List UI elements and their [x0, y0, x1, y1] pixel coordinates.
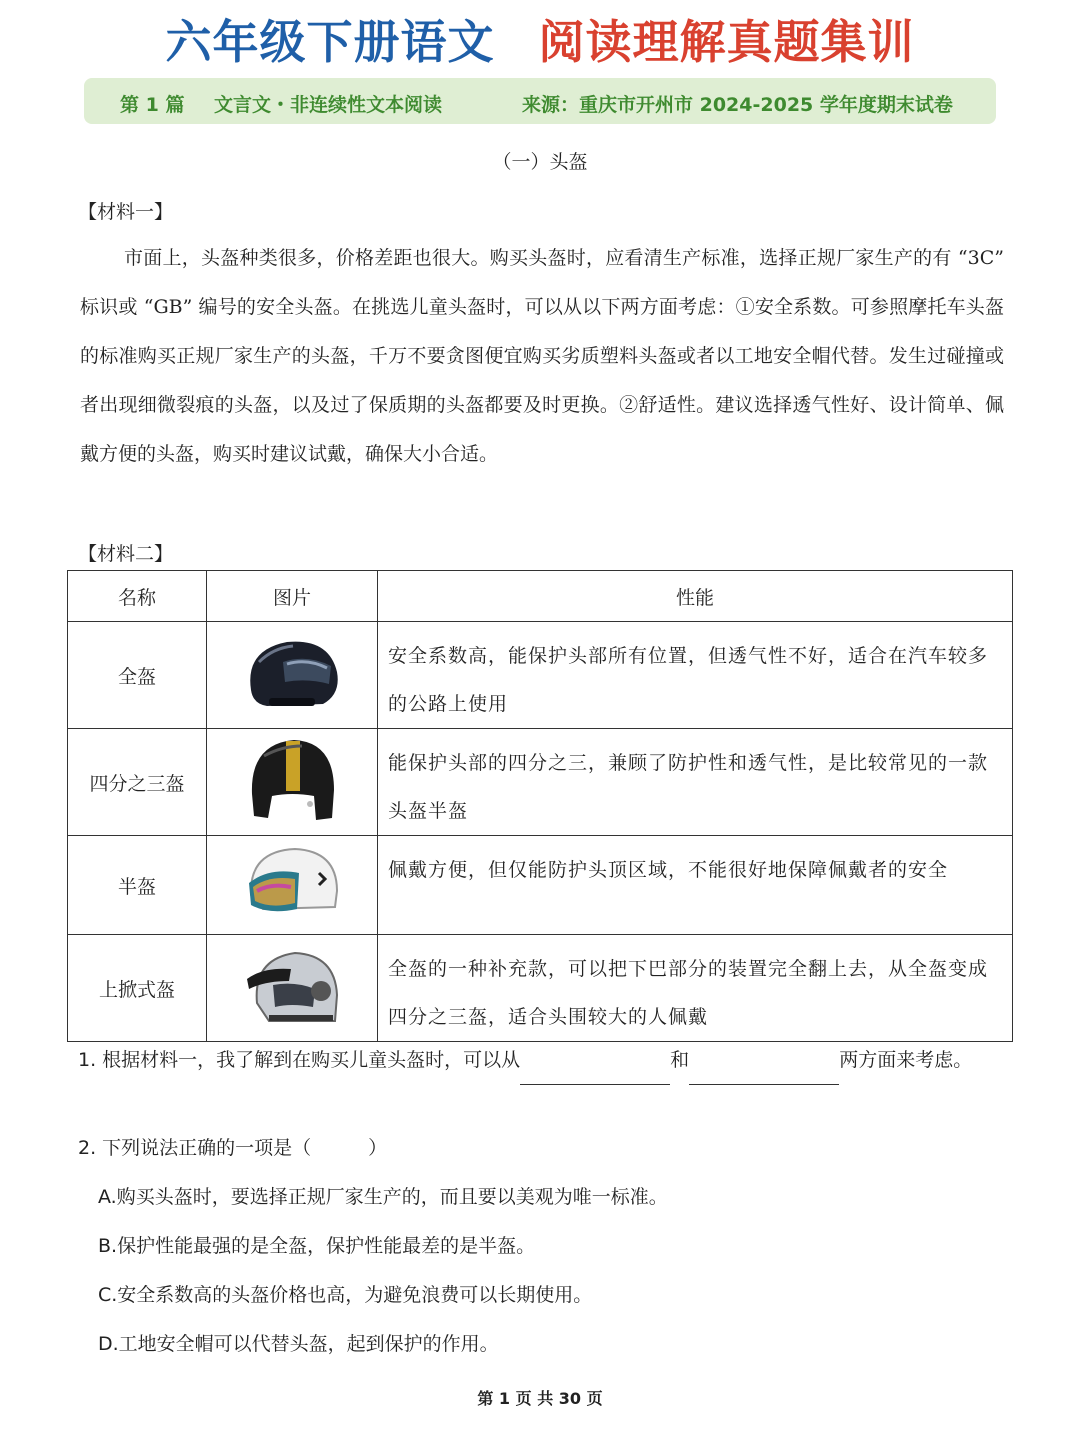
page-footer: 第 1 页 共 30 页 — [477, 1389, 603, 1408]
answer-blank[interactable] — [689, 1066, 839, 1085]
column-header: 图片 — [207, 571, 378, 622]
section-title: （一）头盔 — [492, 151, 588, 173]
title-collection: 阅读理解真题集训 — [538, 15, 915, 69]
helmet-name: 四分之三盔 — [68, 729, 207, 836]
option-b[interactable]: B.保护性能最强的是全盔，保护性能最差的是半盔。 — [98, 1235, 536, 1257]
column-header: 性能 — [378, 571, 1013, 622]
material2-label: 【材料二】 — [78, 543, 174, 565]
helmet-table — [67, 570, 1013, 1042]
helmet-name: 上掀式盔 — [68, 935, 207, 1042]
question-1-text-end: 两方面来考虑。 — [839, 1049, 973, 1071]
table-row — [68, 729, 1013, 836]
question-1-and: 和 — [670, 1049, 690, 1071]
passage-source: 来源：重庆市开州市 2024-2025 学年度期末试卷 — [522, 94, 953, 116]
material1-text: 市面上，头盔种类很多，价格差距也很大。购买头盔时，应看清生产标准，选择正规厂家生产的有 “3C” 标识或 “GB” 编号的安全头盔。在挑选儿童头盔时，可以从以下两方面考虑：①安全系数。可参照摩托车头盔的标准购买正规厂家生产的头盔，千万不要贪图便宜购买劣质塑料头盔或者以工地安全帽代替。发生过碰撞或者出现细微裂痕的头盔，以及过了保质期的头盔都要及时更换。②舒适性。建议选择透气性好、设计简单、佩戴方便的头盔，购买时建议试戴，确保大小合适。 — [80, 247, 1004, 465]
passage-genre: 文言文・非连续性文本阅读 — [214, 94, 443, 116]
full-face-helmet-icon — [237, 632, 347, 714]
table-row — [68, 836, 1013, 935]
option-a[interactable]: A.购买头盔时，要选择正规厂家生产的，而且要以美观为唯一标准。 — [98, 1186, 668, 1208]
table-row — [68, 935, 1013, 1042]
info-bar — [84, 78, 996, 124]
page-header — [0, 6, 1080, 72]
half-helmet-icon — [239, 843, 345, 923]
helmet-description: 全盔的一种补充款，可以把下巴部分的装置完全翻上去，从全盔变成四分之三盔，适合头围较大的人佩戴 — [378, 935, 1013, 1042]
column-header: 名称 — [68, 571, 207, 622]
table-row — [68, 622, 1013, 729]
helmet-name: 全盔 — [68, 622, 207, 729]
option-d[interactable]: D.工地安全帽可以代替头盔，起到保护的作用。 — [98, 1333, 499, 1355]
title-grade: 六年级下册语文 — [165, 15, 495, 69]
table-header-row — [68, 571, 1013, 622]
question-1-text: 1. 根据材料一，我了解到在购买儿童头盔时，可以从 — [78, 1049, 521, 1071]
material1-label: 【材料一】 — [78, 201, 174, 223]
three-quarter-helmet-icon — [242, 734, 342, 826]
question-1 — [78, 1036, 1008, 1085]
option-c[interactable]: C.安全系数高的头盔价格也高，为避免浪费可以长期使用。 — [98, 1284, 593, 1306]
helmet-description: 安全系数高，能保护头部所有位置，但透气性不好，适合在汽车较多的公路上使用 — [378, 622, 1013, 729]
question-2: 2. 下列说法正确的一项是（ ） — [78, 1137, 388, 1159]
passage-number: 第 1 篇 — [120, 94, 185, 116]
flip-up-helmet-icon — [239, 945, 345, 1027]
answer-blank[interactable] — [520, 1066, 670, 1085]
helmet-description: 能保护头部的四分之三，兼顾了防护性和透气性，是比较常见的一款头盔半盔 — [378, 729, 1013, 836]
helmet-description: 佩戴方便，但仅能防护头顶区域，不能很好地保障佩戴者的安全 — [378, 836, 1013, 935]
helmet-name: 半盔 — [68, 836, 207, 935]
